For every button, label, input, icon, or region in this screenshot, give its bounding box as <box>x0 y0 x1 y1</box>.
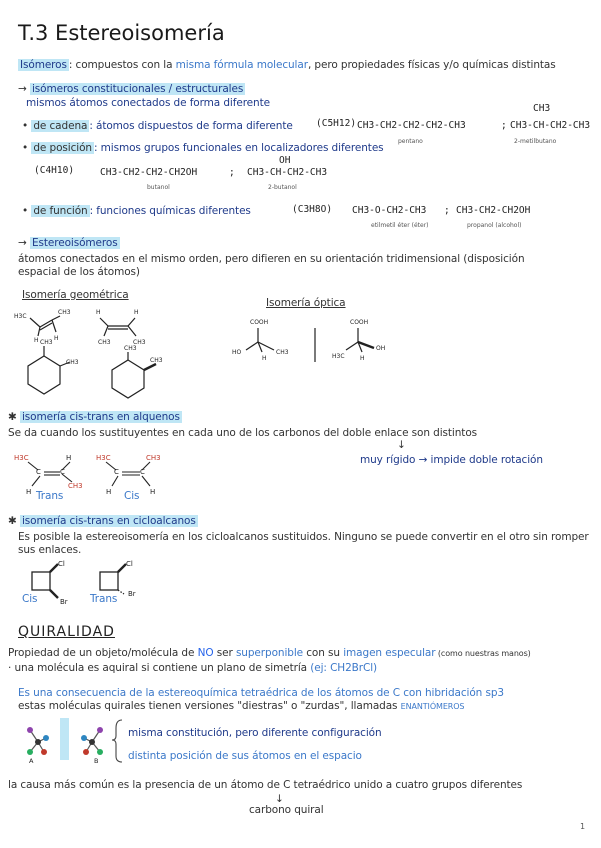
cyclo-cis-br: Br <box>60 598 68 606</box>
rigidity-note: muy rígido → impide doble rotación <box>360 454 543 466</box>
chir-def-no: NO <box>197 647 214 659</box>
chain-label: de cadena <box>33 120 88 132</box>
cyclo-cis-label: Cis <box>22 593 38 605</box>
svg-text:CH3: CH3 <box>146 454 161 462</box>
page-title: T.3 Estereoisomería <box>18 21 225 45</box>
achiral-text: · una molécula es aquiral si contiene un plano de simetría <box>8 662 311 674</box>
enantiomers-text: estas moléculas quirales tienen versiones "diestras" o "zurdas", llamadas <box>18 700 401 712</box>
alkene-cis-label: Cis <box>124 490 140 502</box>
structural-subtitle: mismos átomos conectados de forma diferente <box>26 97 270 109</box>
function-desc: : funciones químicas diferentes <box>89 205 251 217</box>
svg-text:CH3: CH3 <box>124 345 137 352</box>
chir-def-b: ser <box>213 647 236 659</box>
position-isomer-line: • de posición : mismos grupos funcionales en localizadores diferentes <box>22 142 384 154</box>
svg-text:OH: OH <box>376 345 386 352</box>
position-formula: (C4H10) <box>34 165 75 176</box>
svg-text:C: C <box>36 468 41 476</box>
optical-isomerism-label: Isomería óptica <box>266 297 346 309</box>
chiral-carbon-label: carbono quiral <box>249 804 324 816</box>
svg-text:CH3: CH3 <box>40 339 53 346</box>
chain-isomer-line: • de cadena : átomos dispuestos de forma diferente <box>22 120 293 132</box>
chain-mol-2: CH3-CH-CH2-CH3 <box>510 120 591 131</box>
svg-text:H: H <box>134 309 139 316</box>
enantiomer-property-2: distinta posición de sus átomos en el espacio <box>128 750 362 762</box>
position-name-1: butanol <box>147 184 170 191</box>
cyclo-cis-cl: Cl <box>58 560 65 568</box>
stereo-line-1: átomos conectados en el mismo orden, pero difieren en su orientación tridimensional (disposición <box>18 253 525 265</box>
cistrans-cyclo-line-2: sus enlaces. <box>18 544 82 556</box>
chir-def-c: con su <box>303 647 344 659</box>
cyclo-trans-label: Trans <box>90 593 118 605</box>
svg-text:CH3: CH3 <box>66 359 79 366</box>
svg-text:H: H <box>150 488 156 496</box>
svg-text:H3C: H3C <box>14 313 27 320</box>
function-name-2: propanol (alcohol) <box>467 222 522 229</box>
model-b <box>81 727 103 755</box>
structural-heading: isómeros constitucionales / estructurales <box>31 83 244 95</box>
svg-text:CH3: CH3 <box>98 339 111 346</box>
position-sep: ; <box>229 167 235 178</box>
cistrans-cyclo-heading-line: ✱ isomería cis-trans en cicloalcanos <box>8 515 196 527</box>
position-label: de posición <box>33 142 92 154</box>
svg-text:COOH: COOH <box>350 319 369 326</box>
chir-def-superponible: superponible <box>235 647 304 659</box>
achiral-example: (ej: CH2BrCl) <box>310 662 378 674</box>
intro-text-2: , pero propiedades físicas y/o químicas distintas <box>307 59 556 71</box>
mirror-plane <box>60 718 69 760</box>
function-formula: (C3H8O) <box>292 204 333 215</box>
svg-text:COOH: COOH <box>250 319 269 326</box>
brace-icon <box>112 720 122 762</box>
chain-desc: : átomos dispuestos de forma diferente <box>89 120 293 132</box>
position-name-2: 2-butanol <box>268 184 297 191</box>
svg-text:CH3: CH3 <box>150 357 163 364</box>
chir-def-d: (como nuestras manos) <box>435 649 531 658</box>
svg-text:H: H <box>26 488 32 496</box>
cistrans-alkene-heading: isomería cis-trans en alquenos <box>21 411 180 423</box>
chain-formula: (C5H12) <box>316 118 357 129</box>
position-mol-2-oh: OH <box>279 155 291 166</box>
chir-def-a: Propiedad de un objeto/molécula de <box>8 647 198 659</box>
svg-text:H: H <box>34 337 39 344</box>
enantiomer-property-1: misma constitución, pero diferente configuración <box>128 727 382 739</box>
svg-text:H3C: H3C <box>96 454 111 462</box>
svg-text:HO: HO <box>232 349 242 356</box>
svg-text:H: H <box>96 309 101 316</box>
structural-heading-line: → isómeros constitucionales / estructurales <box>18 83 244 95</box>
chirality-heading: QUIRALIDAD <box>18 624 115 640</box>
model-b-label: B <box>94 757 99 765</box>
svg-text:CH3: CH3 <box>58 309 71 316</box>
cyclo-trans-cl: Cl <box>126 560 133 568</box>
function-name-1: etilmetil éter (éter) <box>371 222 429 229</box>
cistrans-cyclo-heading: isomería cis-trans en cicloalcanos <box>21 515 196 527</box>
arrow-down-icon: ↓ <box>397 439 406 451</box>
svg-text:H: H <box>54 335 59 342</box>
function-isomer-line: • de función : funciones químicas diferentes <box>22 205 251 217</box>
term-isomeros: Isómeros <box>20 59 67 71</box>
position-mol-2: CH3-CH-CH2-CH3 <box>247 167 328 178</box>
svg-text:H: H <box>262 355 267 362</box>
stereo-line-2: espacial de los átomos) <box>18 266 140 278</box>
svg-text:C: C <box>60 468 65 476</box>
function-sep: ; <box>444 205 450 216</box>
alkene-trans-label: Trans <box>36 490 64 502</box>
chain-name-2: 2-metilbutano <box>514 138 557 145</box>
chiral-cause: la causa más común es la presencia de un átomo de C tetraédrico unido a cuatro grupos diferentes <box>8 779 523 791</box>
svg-text:C: C <box>140 468 145 476</box>
chain-name-1: pentano <box>398 138 423 145</box>
enantiomers-term: ENANTIÓMEROS <box>400 702 465 711</box>
chiral-arrow-icon: ↓ <box>275 793 284 805</box>
svg-text:H3C: H3C <box>332 353 345 360</box>
svg-text:H: H <box>360 355 365 362</box>
svg-text:CH3: CH3 <box>68 482 83 490</box>
position-desc: : mismos grupos funcionales en localizadores diferentes <box>93 142 384 154</box>
geometric-isomerism-label: Isomería geométrica <box>22 289 129 301</box>
chir-def-imagen: imagen especular <box>343 647 436 659</box>
chain-sep: ; <box>501 120 507 131</box>
svg-text:H: H <box>66 454 72 462</box>
cistrans-alkene-heading-line: ✱ isomería cis-trans en alquenos <box>8 411 180 423</box>
function-mol-2: CH3-CH2-CH2OH <box>456 205 531 216</box>
chain-mol-2-branch: CH3 <box>533 103 551 114</box>
cistrans-cyclo-line-1: Es posible la estereoisomería en los cicloalcanos sustituidos. Ninguno se puede convertir en el otro sin romper <box>18 531 589 543</box>
chirality-consequence: Es una consecuencia de la estereoquímica tetraédrica de los átomos de C con hibridación sp3 <box>18 687 504 699</box>
cyclo-trans-br: Br <box>128 590 136 598</box>
svg-text:H3C: H3C <box>14 454 29 462</box>
intro-molecular-formula: misma fórmula molecular <box>175 59 308 71</box>
position-mol-1: CH3-CH2-CH2-CH2OH <box>100 167 198 178</box>
cistrans-alkene-text: Se da cuando los sustituyentes en cada uno de los carbonos del doble enlace son distintos <box>8 427 478 439</box>
svg-text:CH3: CH3 <box>133 339 146 346</box>
stereo-heading-line: → Estereoisómeros <box>18 237 118 249</box>
stereo-heading: Estereoisómeros <box>31 237 118 249</box>
intro-text-1: : compuestos con la <box>68 59 176 71</box>
svg-text:H: H <box>106 488 112 496</box>
svg-text:CH3: CH3 <box>276 349 289 356</box>
model-a-label: A <box>29 757 34 765</box>
page-number: 1 <box>580 822 586 831</box>
function-label: de función <box>33 205 88 217</box>
model-a <box>27 727 49 755</box>
chain-mol-1: CH3-CH2-CH2-CH2-CH3 <box>357 120 466 131</box>
svg-text:C: C <box>114 468 119 476</box>
function-mol-1: CH3-O-CH2-CH3 <box>352 205 427 216</box>
